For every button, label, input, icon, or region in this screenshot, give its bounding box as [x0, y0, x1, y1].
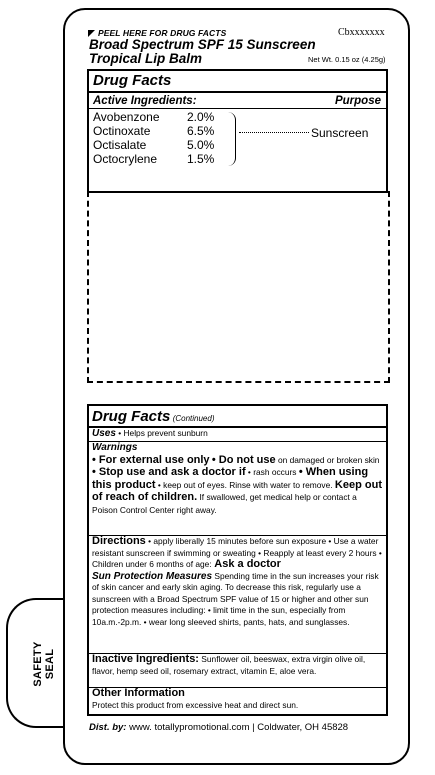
- product-title: Broad Spectrum SPF 15 Sunscreen: [89, 37, 316, 52]
- ingredient-name: Octinoxate: [93, 124, 151, 138]
- active-ingredients-heading: Active Ingredients:: [93, 95, 197, 107]
- peel-text: PEEL HERE FOR DRUG FACTS: [98, 28, 227, 38]
- warning-stop-use-text: • rash occurs: [245, 467, 297, 477]
- drug-facts-title: Drug Facts: [92, 408, 171, 425]
- continued-label: (Continued): [172, 414, 215, 423]
- purpose-value: Sunscreen: [311, 126, 369, 140]
- dotted-leader: [239, 132, 309, 133]
- directions-label: Directions: [92, 535, 146, 547]
- warning-external: • For external use only: [92, 453, 210, 466]
- distributor-line: [89, 722, 348, 733]
- warning-keep-out: Keep out of reach of children.: [92, 478, 382, 503]
- product-subtitle: Tropical Lip Balm: [89, 51, 203, 66]
- safety-seal-label: [32, 634, 56, 694]
- directions-text: • apply liberally 15 minutes before sun exposure • Use a water resistant sunscreen if swimming or sweating • Reapply at least every 2 hours • Children under 6 months of age:: [92, 536, 382, 569]
- dist-label: Dist. by:: [89, 722, 127, 733]
- seal-line2: SEAL: [44, 648, 56, 680]
- purpose-heading: Purpose: [334, 95, 381, 107]
- warnings-label: Warnings: [92, 442, 138, 453]
- peel-area-dashed-box: [87, 191, 390, 383]
- other-info-label: Other Information: [92, 687, 185, 699]
- warning-stop-use: • Stop use and ask a doctor if: [92, 466, 246, 478]
- peel-arrow-icon: [88, 30, 95, 37]
- warnings-section: [89, 442, 386, 536]
- warning-keep-out-text: If swallowed, get medical help or contact a Poison Control Center right away.: [92, 492, 357, 515]
- net-weight: Net Wt. 0.15 oz (4.25g): [308, 55, 386, 64]
- other-info-section: [89, 688, 386, 716]
- warning-do-not-use: • Do not use: [211, 453, 276, 466]
- seal-line1: SAFETY: [32, 641, 44, 687]
- ingredient-pct: 1.5%: [187, 152, 215, 166]
- ingredient-pct: 6.5%: [187, 124, 215, 138]
- ingredient-name: Avobenzone: [93, 110, 160, 124]
- sun-protection-text: Spending time in the sun increases your risk of skin cancer and early skin aging. To decrease this risk, regularly use a sunscreen with a Broad Spectrum SPF value of 15 or higher and other sun protection measures including: • limit time in the sun, especially from 10a.m.-2p.m. • wear long sleeved shirts, pants, hats, and sunglasses.: [92, 570, 379, 627]
- inactive-text: Sunflower oil, beeswax, extra virgin olive oil, flavor, hemp seed oil, rosemary extract, vitamin E, aloe vera.: [92, 654, 366, 676]
- dist-text: www. totallypromotional.com | Coldwater, OH 45828: [126, 722, 349, 733]
- ingredient-pct: 5.0%: [187, 138, 215, 152]
- other-info-text: Protect this product from excessive heat and direct sun.: [92, 699, 299, 710]
- active-ingredients-rule: [89, 108, 386, 109]
- ingredient-name: Octisalate: [93, 138, 147, 152]
- uses-label: Uses: [92, 428, 116, 439]
- warning-when-using: • When using this product: [92, 466, 369, 491]
- sun-protection-label: Sun Protection Measures: [92, 570, 213, 582]
- drug-facts-heading: Drug Facts: [89, 71, 386, 93]
- drug-facts-top-panel: [87, 69, 388, 193]
- ask-doctor: Ask a doctor: [211, 558, 281, 570]
- ingredient-name: Octocrylene: [93, 152, 158, 166]
- ingredient-brace: [227, 112, 236, 166]
- drug-facts-continued-heading: [89, 406, 386, 428]
- warning-when-using-text: • keep out of eyes. Rinse with water to remove.: [155, 479, 333, 490]
- uses-text: • Helps prevent sunburn: [118, 428, 208, 438]
- inactive-label: Inactive Ingredients:: [92, 653, 199, 665]
- uses-section: [89, 428, 386, 442]
- ingredient-pct: 2.0%: [187, 110, 215, 124]
- product-code: Cbxxxxxxx: [338, 27, 385, 38]
- inactive-section: [89, 654, 386, 688]
- warning-do-not-use-text: on damaged or broken skin: [275, 454, 380, 465]
- directions-section: [89, 536, 386, 654]
- drug-facts-continued-panel: [87, 404, 388, 716]
